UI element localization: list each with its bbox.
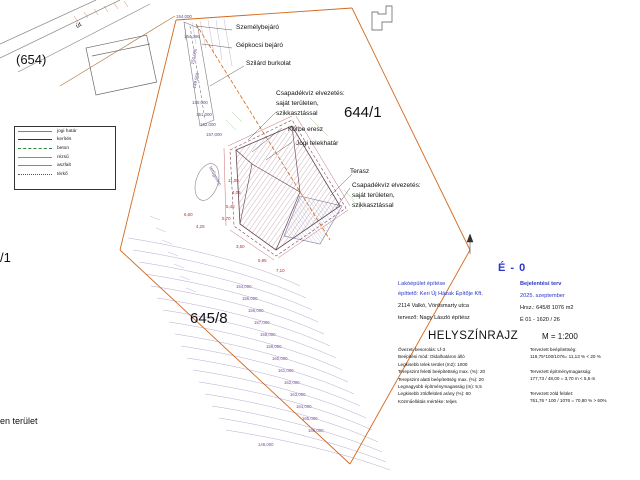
boundary-dim-5: 151,000 (196, 112, 212, 117)
contour-label-5: 159,000 (266, 344, 282, 349)
north-arrow (467, 234, 473, 254)
callout-csapadekviz-1a: Csapadékvíz elvezetés: (276, 90, 345, 97)
contour-label-4: 158,000 (260, 332, 276, 337)
legend-label-4: aszfalt (57, 163, 71, 169)
building-dim-1: 4,05 (232, 190, 241, 195)
spec-right-7: 761,76 * 100 / 1076 = 70,80 % > 60% (530, 398, 607, 404)
drawing-scale: M = 1:200 (542, 332, 578, 341)
hrsz-line: Hrsz.: 645/8 1076 m2 (520, 305, 574, 311)
spec-right-1: 119,75*100/1076= 11,13 % < 20 % (530, 354, 601, 360)
contour-label-8: 162,000 (284, 380, 300, 385)
building-dim-3: 5,70 (222, 216, 231, 221)
building-dim-6: 3,50 (236, 244, 245, 249)
spec-left-5: Legnagyobb építménymagasság (m): 5,5 (398, 384, 482, 390)
legend-label-1: kerítés (57, 137, 72, 143)
legend-swatch-beton (18, 148, 52, 149)
building-dim-4: 6,60 (184, 212, 193, 217)
street-label: út (74, 21, 83, 30)
spec-right-3: Tervezett építménymagasság: (530, 368, 592, 374)
boundary-dim-7: 157,000 (206, 132, 222, 137)
building-dim-5: 4,25 (196, 224, 205, 229)
parcel-label-left: /1 (0, 250, 11, 265)
contour-label-10: 164,000 (296, 404, 312, 409)
sheet-code: É - 0 (498, 262, 527, 274)
spec-left-2: Legkisebb telek terület (m2): 1000 (398, 361, 468, 367)
contour-label-6: 160,000 (272, 356, 288, 361)
callout-jogi-telekhatar: Jogi telekhatár (296, 140, 339, 147)
project-title: Lakóépület építése (398, 281, 446, 287)
legend-label-0: jogi határ (57, 128, 77, 134)
contour-label-11: 165,000 (302, 416, 318, 421)
contour-label-1: 155,000 (242, 296, 258, 301)
contour-label-9: 163,000 (290, 392, 306, 397)
specs-left (398, 346, 526, 405)
boundary-dim-3: 149,568 (191, 72, 201, 89)
bottom-left-label: en terület (0, 416, 38, 426)
spec-left-4: Terepszint alatti beépítettség max. (%): 20 (398, 376, 484, 382)
parcel-label-645-8: 645/8 (190, 310, 228, 327)
callout-csapadekviz-2c: szikkasztással (352, 202, 394, 209)
legend-item-3 (18, 153, 115, 162)
boundary-dim-2: 150,000 (189, 48, 199, 65)
legend-item-5 (18, 170, 115, 179)
contour-lines (128, 238, 390, 470)
legend-box (14, 126, 116, 190)
spec-right-6: Tervezett zöld felület: (530, 390, 574, 396)
roof-ridge-label: tetőgerinc (207, 166, 222, 187)
building-dim-7: 5,95 (258, 258, 267, 263)
legend-item-0 (18, 127, 115, 136)
callout-korbe-eresz: Körbe eresz (288, 126, 324, 133)
contour-label-7: 161,000 (278, 368, 294, 373)
callout-csapadekviz-2a: Csapadékvíz elvezetés: (352, 182, 421, 189)
legend-swatch-rezsu (18, 157, 52, 158)
boundary-dim-6: 152,000 (200, 122, 216, 127)
road-hatch (74, 1, 128, 22)
spec-left-7: Közműellátás mértéke: teljes (398, 398, 457, 404)
specs-right (530, 346, 634, 404)
boundary-dim-1: 154,396 (184, 34, 200, 39)
contour-label-3: 157,000 (254, 320, 270, 325)
building-dim-2: 5,40 (226, 204, 235, 209)
legend-item-2 (18, 144, 115, 153)
boundary-dim-0: 154,000 (176, 14, 192, 19)
callout-csapadekviz-1b: saját területen, (276, 100, 319, 107)
parcel-label-654: (654) (16, 52, 47, 67)
contour-label-12: 166,000 (308, 428, 324, 433)
spec-left-3: Terepszint feletti beépítettség max. (%): 20 (398, 369, 486, 375)
legend-item-4 (18, 161, 115, 170)
client-line: építtető: Keri Új Házak Építője Kft. (398, 291, 483, 297)
legend-swatch-aszfalt (18, 165, 52, 166)
spec-right-0: Tervezett beépítettség: (530, 347, 577, 352)
spec-left-6: Legkisebb zöldfelületi arány (%): 60 (398, 391, 471, 397)
contour-label-2: 156,000 (248, 308, 264, 313)
callout-gepkocsi-bejaro: Gépkocsi bejáró (236, 42, 283, 49)
legend-item-1 (18, 136, 115, 145)
legend-label-2: beton (57, 145, 70, 151)
legend-swatch-jogi-hatar (18, 131, 52, 132)
spec-right-4: 177,73 / 48,00 = 3,70 m < 5,5 m (530, 376, 596, 382)
callout-szilard-burkolat: Szilárd burkolat (246, 60, 291, 67)
callout-terasz: Terasz (350, 168, 370, 175)
contour-label-13: 149,000 (258, 442, 274, 447)
callout-csapadekviz-2b: saját területen, (352, 192, 395, 199)
neighbour-building (86, 35, 157, 95)
callout-csapadekviz-1c: szikkasztással (276, 110, 318, 117)
legend-label-3: rézsű (57, 154, 69, 160)
doc-number: É 01 - 1620 / 26 (520, 317, 560, 323)
legend-swatch-kerites (18, 139, 52, 140)
upper-right-structure (372, 6, 392, 30)
parcel-label-644-1: 644/1 (344, 104, 382, 121)
legend-label-5: térkő (57, 171, 68, 177)
building-dim-8: 7,10 (276, 268, 285, 273)
spec-left-0: Övezeti besorolás: Lf-3 (398, 347, 446, 352)
spec-right-5 (530, 383, 634, 390)
address-line: 2114 Valkó, Vörösmarty utca (398, 303, 469, 309)
legend-swatch-terko (18, 174, 52, 175)
road-lines (0, 0, 175, 86)
designer-line: tervező: Nagy László építész (398, 315, 470, 321)
building-dim-0: 11,00 (228, 178, 239, 183)
drawing-title: HELYSZÍNRAJZ (428, 330, 519, 342)
boundary-dim-4: 150,000 (192, 100, 208, 105)
callout-szemelybejaro: Személybejáró (236, 24, 279, 31)
contour-label-0: 154,000 (236, 284, 252, 289)
spec-right-2 (530, 361, 634, 368)
plan-type: Bejelentési terv (520, 281, 562, 287)
spec-left-1: Beépítési mód: Oldalhatáron álló (398, 354, 465, 360)
plan-date: 2025. szeptember (520, 293, 565, 299)
